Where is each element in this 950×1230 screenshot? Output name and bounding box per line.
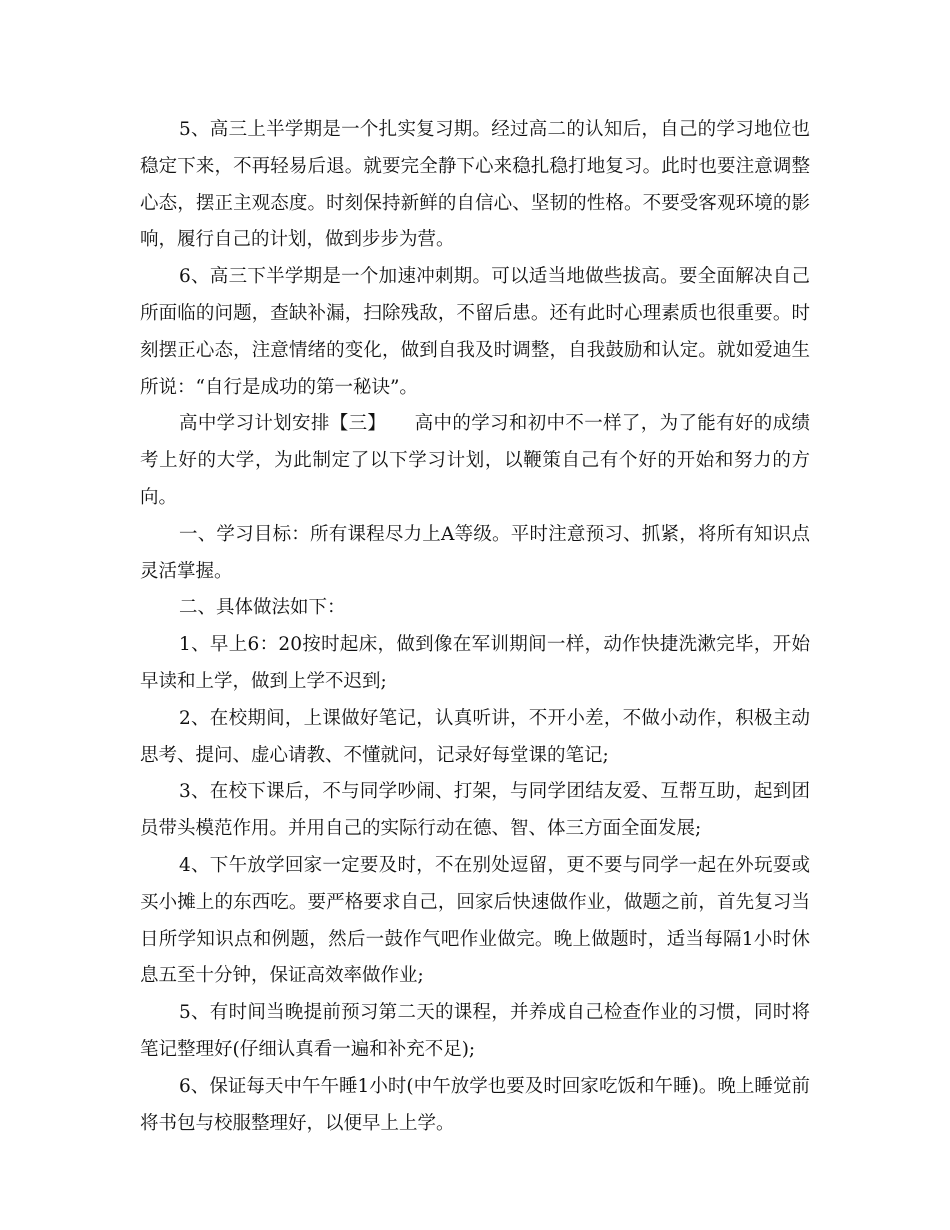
document-page [140, 112, 810, 1142]
paragraph-11: 6、保证每天中午午睡1小时(中午放学也要及时回家吃饭和午睡)。晚上睡觉前将书包与校服整理好，以便早上上学。 [140, 1075, 810, 1134]
paragraph-5: 二、具体做法如下： [179, 597, 346, 619]
paragraph-4: 一、学习目标：所有课程尽力上A等级。平时注意预习、抓紧，将所有知识点灵活掌握。 [140, 523, 810, 582]
paragraph-2: 6、高三下半学期是一个加速冲刺期。可以适当地做些拔高。要全面解决自己所面临的问题，查缺补漏，扫除残敌，不留后患。还有此时心理素质也很重要。时刻摆正心态，注意情绪的变化，做到自我及时调整，自我鼓励和认定。就如爱迪生所说：“自行是成功的第一秘诀”。 [140, 266, 810, 398]
paragraph-8: 3、在校下课后，不与同学吵闹、打架，与同学团结友爱、互帮互助，起到团员带头模范作用。并用自己的实际行动在德、智、体三方面全面发展; [140, 781, 810, 840]
paragraph-7: 2、在校期间，上课做好笔记，认真听讲，不开小差，不做小动作，积极主动思考、提问、虚心请教、不懂就问，记录好每堂课的笔记; [140, 707, 810, 766]
paragraph-3: 高中学习计划安排【三】 高中的学习和初中不一样了，为了能有好的成绩考上好的大学，为此制定了以下学习计划，以鞭策自己有个好的开始和努力的方向。 [140, 413, 810, 508]
paragraph-10: 5、有时间当晚提前预习第二天的课程，并养成自己检查作业的习惯，同时将笔记整理好(仔细认真看一遍和补充不足); [140, 1002, 810, 1060]
paragraph-6: 1、早上6：20按时起床，做到像在军训期间一样，动作快捷洗漱完毕，开始早读和上学，做到上学不迟到; [140, 634, 810, 692]
paragraph-1: 5、高三上半学期是一个扎实复习期。经过高二的认知后，自己的学习地位也稳定下来，不再轻易后退。就要完全静下心来稳扎稳打地复习。此时也要注意调整心态，摆正主观态度。时刻保持新鲜的自信心、坚韧的性格。不要受客观环境的影响，履行自己的计划，做到步步为营。 [140, 119, 810, 251]
paragraph-9: 4、下午放学回家一定要及时，不在别处逗留，更不要与同学一起在外玩耍或买小摊上的东西吃。要严格要求自己，回家后快速做作业，做题之前，首先复习当日所学知识点和例题，然后一鼓作气吧作业做完。晚上做题时，适当每隔1小时休息五至十分钟，保证高效率做作业; [140, 854, 810, 987]
